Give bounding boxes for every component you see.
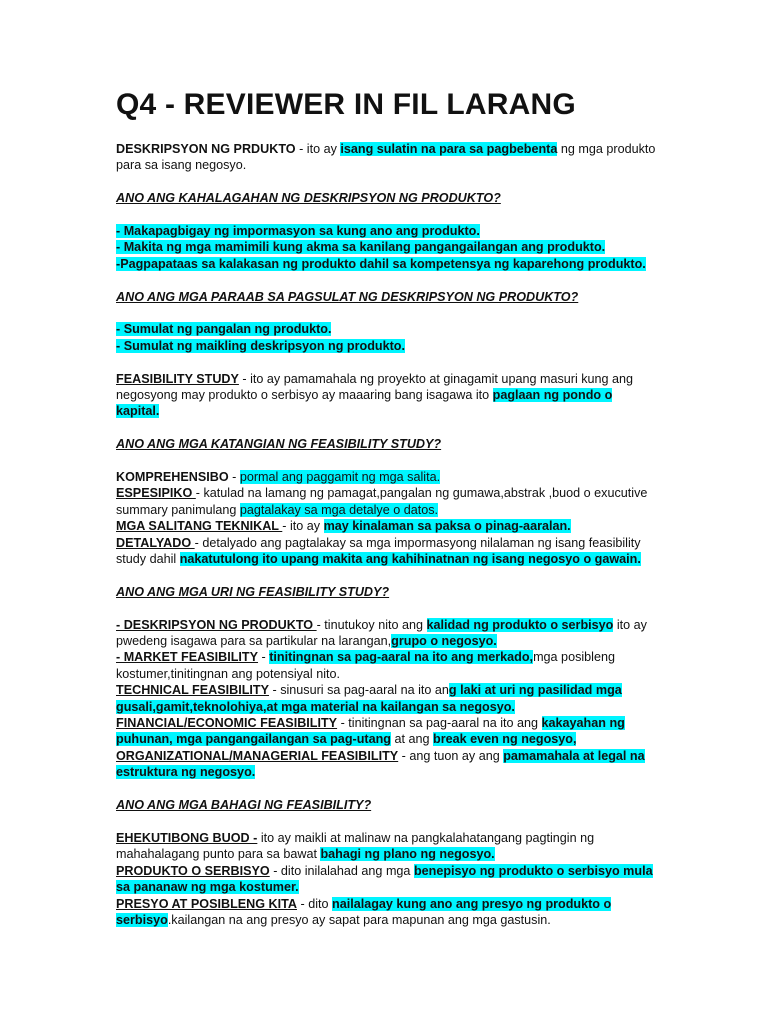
highlighted-text: - Sumulat ng pangalan ng produkto. (116, 322, 332, 337)
bahagi-item (116, 896, 656, 929)
page-title: Q4 - REVIEWER IN FIL LARANG (116, 88, 576, 121)
term-label: DETALYADO (116, 535, 195, 550)
term-label: PRESYO AT POSIBLENG KITA (116, 896, 297, 911)
definition-text: mga posibleng kostumer,tinitingnan ang potensiyal nito. (116, 650, 615, 681)
highlighted-text: pormal ang paggamit ng mga salita. (239, 470, 441, 485)
definition-text: - dito (297, 896, 332, 911)
highlighted-text: -Pagpapataas sa kalakasan ng produkto dahil sa kompetensya ng kaparehong produkto. (116, 256, 646, 271)
highlighted-text: grupo o negosyo. (391, 634, 497, 649)
highlighted-text: - Makapagbigay ng impormasyon sa kung ano ang produkto. (116, 224, 480, 238)
definition-text: ito ay pwedeng isagawa para sa partikular na larangan, (116, 617, 647, 649)
list-item (116, 239, 656, 255)
definition-text: ito ay maikli at malinaw na pangkalahatangang pagtingin ng mahahalagang punto para sa bawat (116, 830, 595, 862)
highlighted-text: - Makita ng mga mamimili kung akma sa kanilang pangangailangan ang produkto. (116, 240, 606, 255)
highlighted-text: g laki at uri ng pasilidad mga gusali,gamit,teknolohiya,at mga material na kailangan sa negosyo. (116, 683, 622, 714)
highlighted-text: nailalagay kung ano ang presyo ng produkto o serbisyo (116, 896, 612, 927)
feasibility-definition (116, 371, 656, 420)
definition-text: - tinutukoy nito ang (316, 617, 427, 632)
highlighted-text: pamamahala at legal na estruktura ng negosyo. (116, 748, 645, 780)
uri-item (116, 649, 656, 682)
question-uri: ANO ANG MGA URI NG FEASIBILITY STUDY? (116, 584, 390, 599)
term-label: TECHNICAL FEASIBILITY (116, 683, 269, 698)
document-body (116, 141, 656, 928)
question-bahagi: ANO ANG MGA BAHAGI NG FEASIBILITY? (116, 798, 372, 813)
list-item (116, 338, 656, 354)
definition-text: - detalyado ang pagtalakay sa mga impormasyong nilalaman ng isang feasibility study dahil (116, 535, 641, 567)
highlighted-text: pagtalakay sa mga detalye o datos. (239, 502, 439, 517)
definition-text: at ang (390, 732, 433, 747)
term-label: FINANCIAL/ECONOMIC FEASIBILITY (116, 716, 338, 731)
definition-text: - (228, 470, 240, 485)
definition-text: - ito ay pamamahala ng proyekto at ginagamit upang masuri kung ang negosyong may produkto o serbisyo ay maaaring bang isagawa ito (116, 371, 634, 403)
term-label: ORGANIZATIONAL/MANAGERIAL FEASIBILITY (116, 748, 399, 763)
list-item (116, 223, 656, 239)
uri-item (116, 617, 656, 650)
highlighted-text: break even ng negosyo, (433, 732, 577, 747)
definition-text: - dito inilalahad ang mga (269, 863, 414, 878)
term-feasibility: FEASIBILITY STUDY (116, 371, 239, 386)
highlighted-text: kakayahan ng puhunan, mga pangangailangan sa pag-utang (116, 716, 625, 747)
definition-text: .kailangan na ang presyo ay sapat para mapunan ang mga gastusin. (167, 912, 551, 927)
uri-item (116, 715, 656, 748)
term-label: EHEKUTIBONG BUOD - (116, 830, 258, 845)
highlighted-text: benepisyo ng produkto o serbisyo mula sa pananaw ng mga kostumer. (116, 863, 653, 895)
term-label: ESPESIPIKO (116, 486, 196, 501)
definition-text: - ang tuon ay ang (398, 748, 504, 763)
highlighted-text: kalidad ng produkto o serbisyo (426, 617, 614, 632)
list-item (116, 321, 656, 337)
question-katangian: ANO ANG MGA KATANGIAN NG FEASIBILITY STUDY? (116, 437, 442, 452)
term-label: MGA SALITANG TEKNIKAL (116, 519, 283, 534)
katangian-item (116, 535, 656, 568)
highlighted-text: bahagi ng plano ng negosyo. (320, 847, 495, 862)
definition-text: - ito ay (295, 142, 341, 156)
list-item (116, 256, 656, 272)
katangian-item (116, 485, 656, 518)
uri-item (116, 748, 656, 781)
definition-text: - (258, 650, 270, 665)
highlighted-text: isang sulatin na para sa pagbebenta (340, 142, 558, 156)
definition-text: - sinusuri sa pag-aaral na ito an (269, 683, 449, 698)
highlighted-text: tinitingnan sa pag-aaral na ito ang merkado, (269, 650, 534, 665)
definition-text: - tinitingnan sa pag-aaral na ito ang (337, 716, 542, 731)
bahagi-item (116, 863, 656, 896)
definition-text: ng mga produkto para sa isang negosyo. (116, 142, 656, 173)
bahagi-item (116, 830, 656, 863)
highlighted-text: nakatutulong ito upang makita ang kahihinatnan ng isang negosyo o gawain. (179, 552, 641, 567)
question-paraan: ANO ANG MGA PARAAB SA PAGSULAT NG DESKRIPSYON NG PRODUKTO? (116, 289, 579, 304)
definition-text: - ito ay (282, 519, 324, 534)
term-label: PRODUKTO O SERBISYO (116, 863, 270, 878)
katangian-item (116, 518, 656, 534)
deskripsyon-definition (116, 141, 656, 174)
term-label: KOMPREHENSIBO (116, 470, 229, 485)
highlighted-text: may kinalaman sa paksa o pinag-aaralan. (323, 519, 571, 534)
term-label: - DESKRIPSYON NG PRODUKTO (116, 617, 317, 632)
term-deskripsyon: DESKRIPSYON NG PRDUKTO (116, 142, 296, 156)
uri-item (116, 682, 656, 715)
highlighted-text: - Sumulat ng maikling deskripsyon ng produkto. (116, 338, 405, 353)
katangian-item (116, 469, 656, 485)
question-kahalagahan: ANO ANG KAHALAGAHAN NG DESKRIPSYON NG PRODUKTO? (116, 191, 501, 206)
term-label: - MARKET FEASIBILITY (116, 650, 259, 665)
highlighted-text: paglaan ng pondo o kapital. (116, 388, 613, 419)
definition-text: - katulad na lamang ng pamagat,pangalan ng gumawa,abstrak ,buod o exucutive summary panimulang (116, 486, 648, 517)
